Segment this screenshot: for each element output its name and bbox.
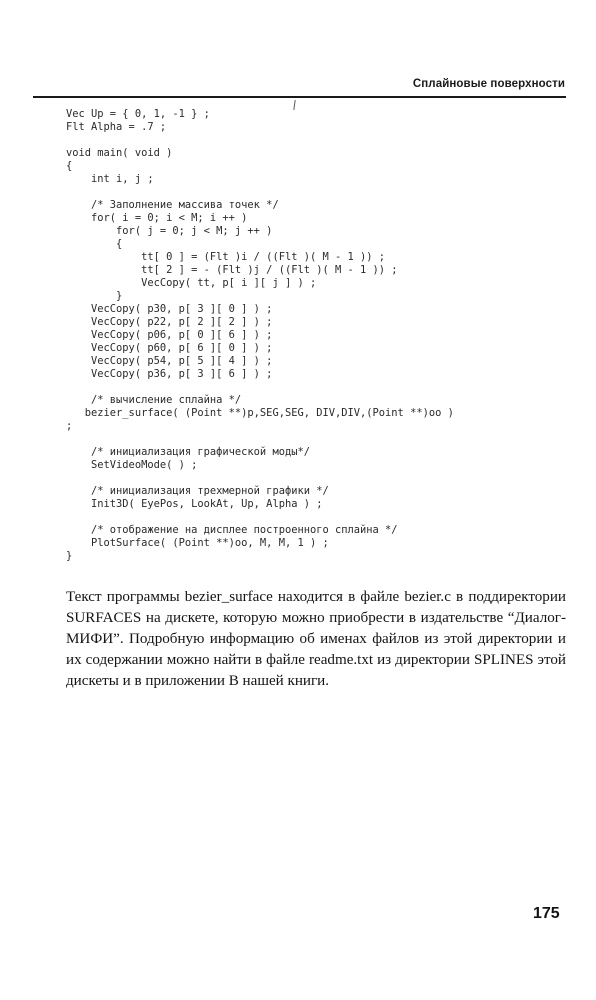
running-header (33, 76, 566, 98)
code-line: VecCopy( p22, p[ 2 ][ 2 ] ) ; (66, 316, 273, 328)
code-line: Vec Up = { 0, 1, -1 } ; (66, 108, 210, 120)
code-line (66, 472, 576, 485)
code-line: VecCopy( p36, p[ 3 ][ 6 ] ) ; (66, 368, 273, 380)
code-line: } (66, 550, 73, 562)
code-line: PlotSurface( (Point **)oo, M, M, 1 ) ; (66, 537, 329, 549)
code-line: ; (66, 420, 73, 432)
code-line: void main( void ) (66, 147, 173, 159)
code-line: VecCopy( p30, p[ 3 ][ 0 ] ) ; (66, 303, 273, 315)
code-line: Flt Alpha = .7 ; (66, 121, 167, 133)
code-line (66, 381, 576, 394)
code-line: /* инициализация графической моды*/ (66, 446, 310, 458)
code-line: /* Заполнение массива точек */ (66, 199, 279, 211)
code-line: /* отображение на дисплее построенного сплайна */ (66, 524, 398, 536)
code-line: /* инициализация трехмерной графики */ (66, 485, 329, 497)
code-line: Init3D( EyePos, LookAt, Up, Alpha ) ; (66, 498, 323, 510)
code-line: VecCopy( p60, p[ 6 ][ 0 ] ) ; (66, 342, 273, 354)
code-line: tt[ 0 ] = (Flt )i / ((Flt )( M - 1 )) ; (66, 251, 386, 263)
code-line: for( j = 0; j < M; j ++ ) (66, 225, 273, 237)
page-number: 175 (533, 905, 560, 922)
code-line: /* вычисление сплайна */ (66, 394, 242, 406)
code-line: tt[ 2 ] = - (Flt )j / ((Flt )( M - 1 )) ; (66, 264, 398, 276)
code-line: { (66, 238, 123, 250)
code-line: bezier_surface( (Point **)p,SEG,SEG, DIV,DIV,(Point **)oo ) (66, 407, 454, 419)
code-line (66, 134, 576, 147)
code-line: for( i = 0; i < M; i ++ ) (66, 212, 248, 224)
code-line (66, 433, 576, 446)
code-line (66, 186, 576, 199)
code-line: } (66, 290, 123, 302)
code-line (66, 511, 576, 524)
body-paragraph: Текст программы bezier_surface находится в файле bezier.c в поддиректории SURFACES на дискете, которую можно приобрести в издательстве “Диалог-МИФИ”. Подробную информацию об именах файлов из этой директории и их содержании можно найти в файле readme.txt из директории SPLINES этой дискеты и в приложении В нашей книги. (66, 589, 566, 689)
code-line: int i, j ; (66, 173, 154, 185)
running-header-title: Сплайновые поверхности (412, 78, 565, 90)
code-line: VecCopy( p54, p[ 5 ][ 4 ] ) ; (66, 355, 273, 367)
code-line: VecCopy( tt, p[ i ][ j ] ) ; (66, 277, 317, 289)
code-listing (66, 108, 576, 563)
code-line: VecCopy( p06, p[ 0 ][ 6 ] ) ; (66, 329, 273, 341)
code-line: { (66, 160, 73, 172)
code-line: SetVideoMode( ) ; (66, 459, 198, 471)
